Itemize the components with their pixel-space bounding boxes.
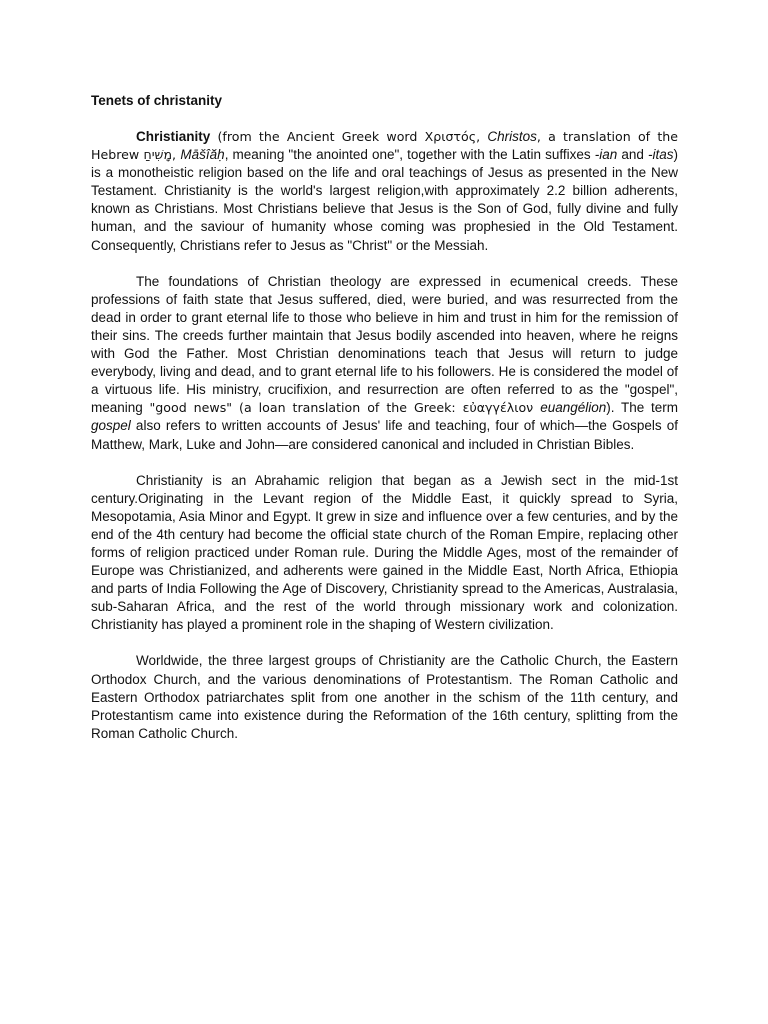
p2-gospel: gospel (91, 418, 131, 434)
p2-text2: ). The term (606, 400, 678, 416)
p1-and: and (617, 147, 648, 163)
paragraph-1 (91, 128, 678, 255)
p1-intro: (from the Ancient Greek word Χριστός, (210, 129, 488, 144)
document-title: Tenets of christanity (91, 93, 223, 108)
p1-mashiah: Māšîăḥ (180, 147, 225, 163)
p1-meaning: , meaning "the anointed one", together with the Latin suffixes (224, 147, 595, 163)
p2-text1: The foundations of Christian theology are expressed in ecumenical creeds. These professions of faith state that Jesus suffered, died, were buried, and was resurrected from the dead in order to grant eternal life to those who believe in him and trust in him for the remission of their sins. The creeds further maintain that Jesus bodily ascended into heaven, where he reigns with God the Father. Most Christian denominations teach that Jesus will return to judge everybody, living and dead, and to grant eternal life to his followers. He is considered the model of a virtuous life. His ministry, crucifixion, and resurrection are often referred to as the "gospel", meaning (91, 273, 678, 416)
p1-ian: -ian (594, 147, 618, 163)
p2-text3: also refers to written accounts of Jesus' life and teaching, four of which—the Gospels of Matthew, Mark, Luke and John—are considered canonical and included in Christian Bibles. (91, 418, 678, 452)
document-page (91, 92, 678, 761)
p1-christos: Christos (487, 129, 537, 144)
p1-intro2: , a translation of the Hebrew מָשִׁיחַ, (91, 129, 678, 163)
paragraph-4: Worldwide, the three largest groups of Christianity are the Catholic Church, the Eastern Orthodox Church, and the various denominations of Protestantism. The Roman Catholic and Eastern Orthodox patriarchates split from one another in the schism of the 11th century, and Protestantism came into existence during the Reformation of the 16th century, splitting from the Roman Catholic Church. (91, 653, 678, 741)
p2-greek-intro: "good news" (a loan translation of the Greek: εὐαγγέλιον (149, 400, 541, 416)
p1-itas: -itas (648, 147, 674, 163)
paragraph-3: Christianity is an Abrahamic religion that began as a Jewish sect in the mid-1st century.Originating in the Levant region of the Middle East, it quickly spread to Syria, Mesopotamia, Asia Minor and Egypt. It grew in size and influence over a few centuries, and by the end of the 4th century had become the official state church of the Roman Empire, replacing other forms of religion practiced under Roman rule. During the Middle Ages, most of the remainder of Europe was Christianized, and adherents were gained in the Middle East, North Africa, Ethiopia and parts of India Following the Age of Discovery, Christianity spread to the Americas, Australasia, sub-Saharan Africa, and the rest of the world through missionary work and colonization. Christianity has played a prominent role in the shaping of Western civilization. (91, 472, 678, 633)
p2-euangelion: euangélion (540, 400, 607, 416)
term-christianity: Christianity (136, 129, 211, 144)
paragraph-2 (91, 273, 678, 454)
p1-rest: ) is a monotheistic religion based on the life and oral teachings of Jesus as presented in the New Testament. Christianity is the world's largest religion,with approximately 2.2 billion adherents, known as Christians. Most Christians believe that Jesus is the Son of God, fully divine and fully human, and the saviour of humanity whose coming was prophesied in the Old Testament. Consequently, Christians refer to Jesus as "Christ" or the Messiah. (91, 147, 679, 253)
